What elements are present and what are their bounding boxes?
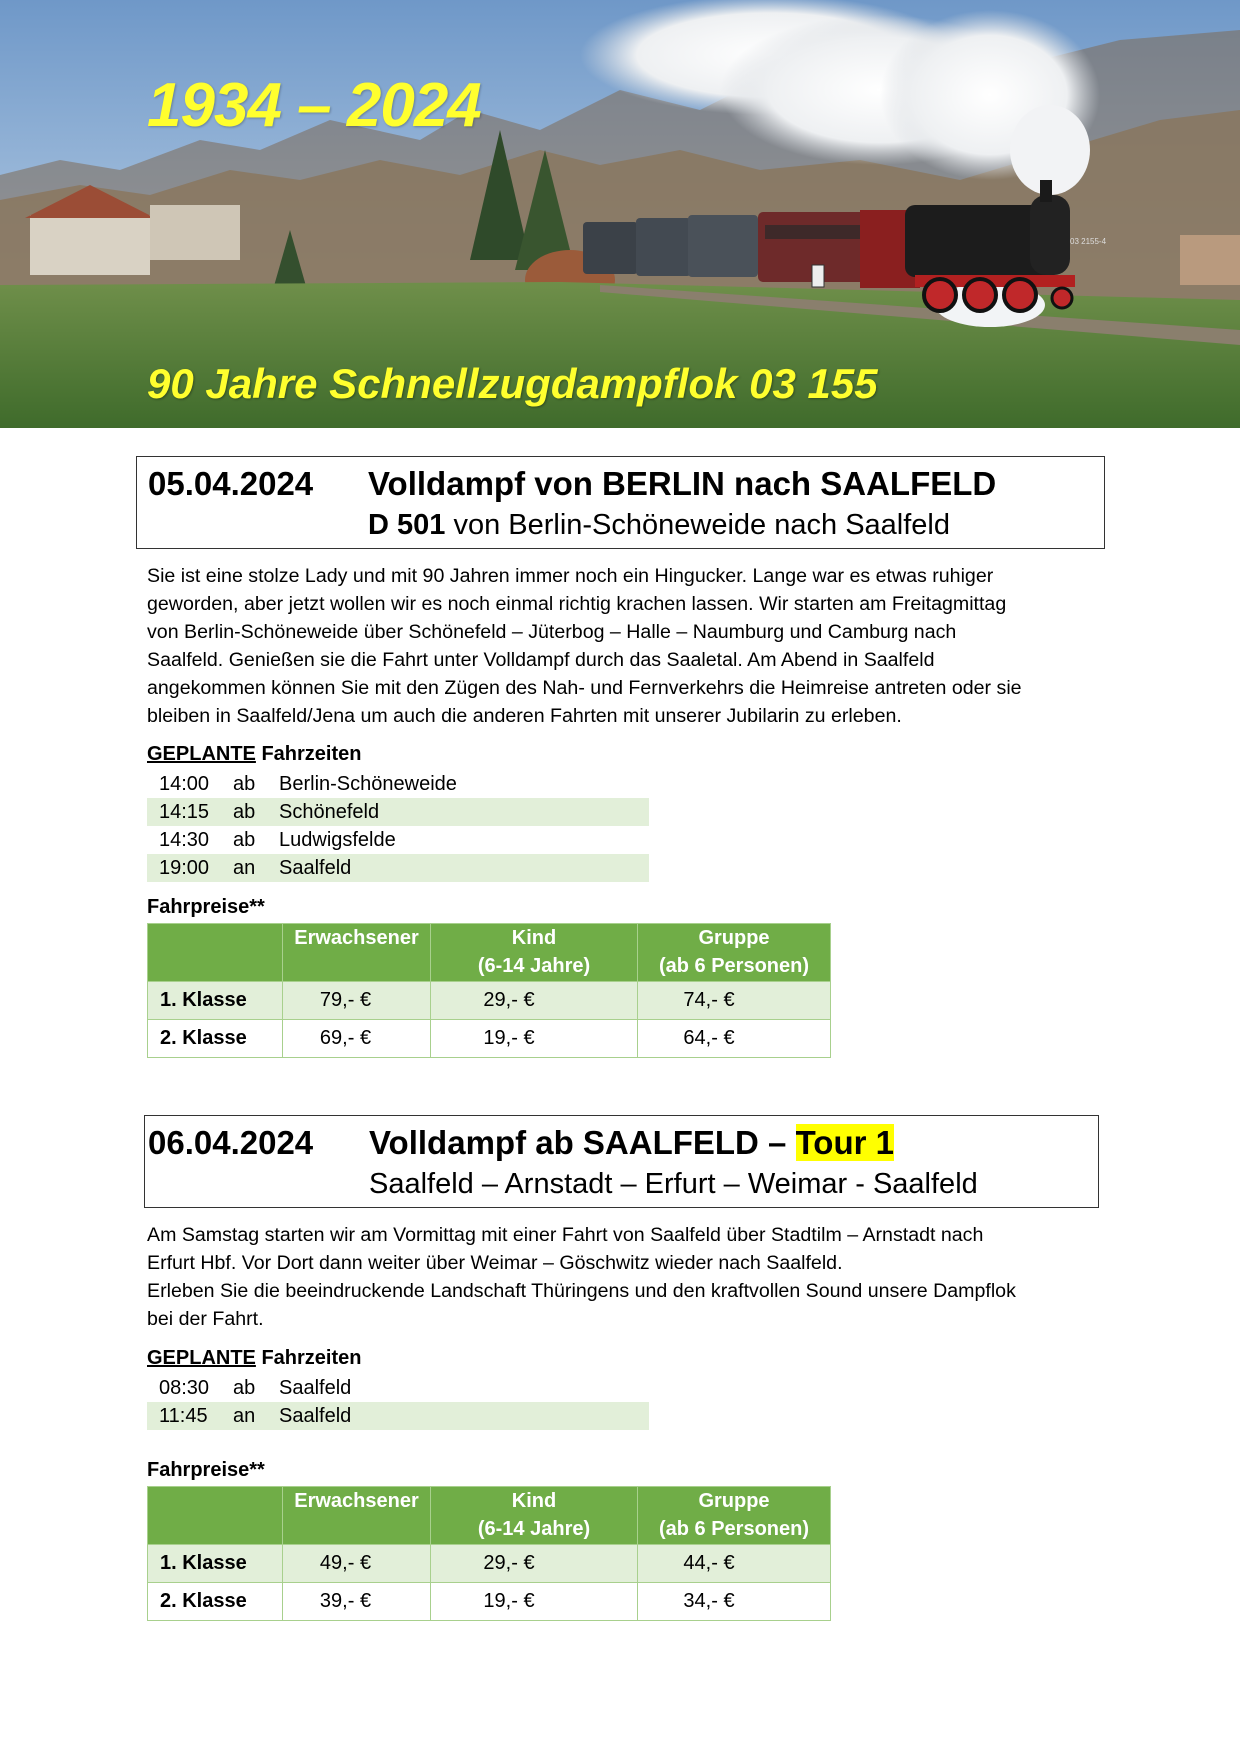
price-header-child: Kind (6-14 Jahre)	[431, 1487, 638, 1545]
section1-schedule	[147, 770, 649, 882]
schedule-row: 11:45 an Saalfeld	[147, 1402, 649, 1430]
paragraph-line: angekommen können Sie mit den Zügen des Nah- und Fernverkehrs die Heimreise antreten oder sie	[147, 677, 1022, 699]
price-header-group: Gruppe (ab 6 Personen)	[638, 1487, 831, 1545]
section2-header-box	[144, 1115, 1099, 1208]
hero-banner	[0, 0, 1240, 428]
section1-prices-label: Fahrpreise**	[147, 896, 265, 918]
section2-price-table	[147, 1486, 831, 1621]
section2-schedule-label: GEPLANTE Fahrzeiten	[147, 1347, 362, 1369]
train-number: D 501	[368, 509, 446, 541]
price-row: 2. Klasse 69,- € 19,- € 64,- €	[148, 1020, 831, 1058]
schedule-row: 08:30 ab Saalfeld	[159, 1377, 352, 1399]
paragraph-line: Saalfeld. Genießen sie die Fahrt unter Volldampf durch das Saaletal. Am Abend in Saalfeld	[147, 649, 935, 671]
section1-subtitle	[368, 509, 950, 542]
paragraph-line: Sie ist eine stolze Lady und mit 90 Jahren immer noch ein Hingucker. Lange war es etwas ruhiger	[147, 565, 994, 587]
paragraph-line: Am Samstag starten wir am Vormittag mit einer Fahrt von Saalfeld über Stadtilm – Arnstadt nach	[147, 1224, 984, 1246]
section2-prices-label: Fahrpreise**	[147, 1459, 265, 1481]
hero-years: 1934 – 2024	[147, 71, 481, 140]
schedule-row: 14:00 ab Berlin-Schöneweide	[159, 773, 457, 795]
schedule-row: 14:30 ab Ludwigsfelde	[159, 829, 396, 851]
loco-number-plate: 03 2155-4	[1070, 237, 1107, 246]
price-header-adult: Erwachsener	[283, 924, 431, 982]
section2-date: 06.04.2024	[148, 1124, 314, 1161]
section1-price-table	[147, 923, 831, 1058]
section2-subtitle: Saalfeld – Arnstadt – Erfurt – Weimar - Saalfeld	[369, 1168, 978, 1200]
price-header-child: Kind (6-14 Jahre)	[431, 924, 638, 982]
price-row: 1. Klasse 79,- € 29,- € 74,- €	[148, 982, 831, 1020]
schedule-row: 14:15 ab Schönefeld	[147, 798, 649, 826]
price-header-group: Gruppe (ab 6 Personen)	[638, 924, 831, 982]
paragraph-line: von Berlin-Schöneweide über Schönefeld – Jüterbog – Halle – Naumburg und Camburg nach	[147, 621, 957, 643]
paragraph-line: bei der Fahrt.	[147, 1308, 264, 1330]
tour-highlight: Tour 1	[795, 1124, 894, 1161]
section1-schedule-label: GEPLANTE Fahrzeiten	[147, 743, 362, 765]
section1-title: Volldampf von BERLIN nach SAALFELD	[368, 465, 997, 502]
section2-schedule	[147, 1374, 649, 1430]
section2-description	[147, 1221, 1087, 1333]
hero-title: 90 Jahre Schnellzugdampflok 03 155	[147, 360, 878, 407]
price-header-adult: Erwachsener	[283, 1487, 431, 1545]
paragraph-line: Erfurt Hbf. Vor Dort dann weiter über Weimar – Göschwitz wieder nach Saalfeld.	[147, 1252, 843, 1274]
section1-subtitle-rest: von Berlin-Schöneweide nach Saalfeld	[445, 509, 950, 541]
price-header-empty	[148, 924, 283, 982]
paragraph-line: geworden, aber jetzt wollen wir es noch einmal richtig krachen lassen. Wir starten am Freitagmittag	[147, 593, 1007, 615]
price-row: 2. Klasse 39,- € 19,- € 34,- €	[148, 1583, 831, 1621]
section1-description	[147, 562, 1087, 730]
price-header-empty	[148, 1487, 283, 1545]
price-row: 1. Klasse 49,- € 29,- € 44,- €	[148, 1545, 831, 1583]
schedule-row: 19:00 an Saalfeld	[147, 854, 649, 882]
section2-title: Volldampf ab SAALFELD – Tour 1	[369, 1124, 894, 1161]
section1-date: 05.04.2024	[148, 465, 314, 502]
paragraph-line: bleiben in Saalfeld/Jena um auch die anderen Fahrten mit unserer Jubilarin zu erleben.	[147, 705, 902, 727]
paragraph-line: Erleben Sie die beeindruckende Landschaft Thüringens und den kraftvollen Sound unsere Dampflok	[147, 1280, 1016, 1302]
section1-header-box	[136, 456, 1105, 549]
